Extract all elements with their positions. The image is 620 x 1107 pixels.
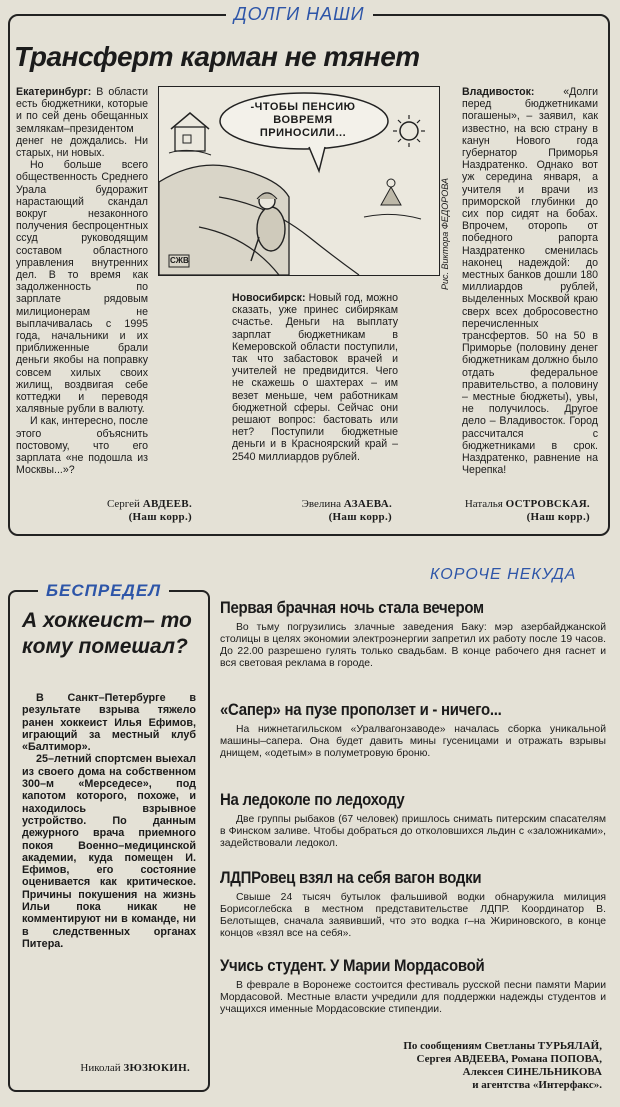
briefs-list bbox=[220, 598, 606, 1036]
brief-title-2: «Сапер» на пузе проползет и - ничего... bbox=[220, 700, 502, 719]
brief-title-3: На ледоколе по ледоходу bbox=[220, 790, 405, 809]
rubric-bespredel: БЕСПРЕДЕЛ bbox=[38, 580, 169, 602]
sign-azaeva-last: АЗАЕВА. bbox=[343, 498, 392, 510]
city-ekaterinburg: Екатеринбург: bbox=[16, 86, 92, 98]
sign-ostrovskaya-last: ОСТРОВСКАЯ. bbox=[505, 498, 590, 510]
sign-zyuzyukin-first: Николай bbox=[80, 1062, 121, 1074]
brief-text-1: Во тьму погрузились злачные заведения Баку: мэр азербайджанской столицы в целях экономии электроэнергии запретил их работу после 19 часов. До 22.00 разрешено гулять только свадьбам. В конце рабочего дня гаснет и вся световая реклама в городе. bbox=[220, 622, 606, 669]
brief-text-2: На нижнетагильском «Уралвагонзаводе» началась сборка уникальной машины–сапера. Она будет давить мины гусеницами и отражать взрывы днищем, «одетым» в полуметровую броню. bbox=[220, 724, 606, 759]
sign-ostrovskaya-note: (Наш корр.) bbox=[526, 511, 590, 523]
brief-item bbox=[220, 956, 606, 1036]
cartoon bbox=[158, 86, 440, 276]
sign-ostrovskaya-first: Наталья bbox=[464, 498, 503, 510]
left-headline: А хоккеист– то кому помешал? bbox=[22, 609, 192, 658]
sign-zyuzyukin-last: ЗЮЗЮКИН. bbox=[123, 1062, 190, 1074]
brief-item bbox=[220, 790, 606, 868]
sign-azaeva-first: Эвелина bbox=[301, 498, 342, 510]
column-vladivostok bbox=[462, 86, 598, 477]
briefs-sign-line-4: и агентства «Интерфакс». bbox=[472, 1079, 602, 1091]
brief-text-5: В феврале в Воронеже состоится фестиваль русской песни памяти Марии Мордасовой. Местные власти учредили для поддержки надежды студентов и учащихся именные Мордасовские стипендии. bbox=[220, 980, 606, 1015]
briefs-sign-line-1: По сообщениям Светланы ТУРЬЯЛАЙ, bbox=[403, 1040, 602, 1052]
brief-item bbox=[220, 598, 606, 700]
signature-azaeva bbox=[242, 498, 392, 524]
cartoon-signature: СЖВ bbox=[170, 256, 189, 265]
hockey-text bbox=[22, 692, 196, 950]
nsk-text: Новый год, можно сказать, уже принес сибирякам счастье. Деньги на выплату зарплат бюджетникам в Кемеровской области поступили, так что забастовок врачей и учителей не предвидится. Чего не скажешь о шахтерах – им везет меньше, чем работникам бюджетной сферы. Сейчас они решают вопрос: бастовать или нет? Поступили бюджетные деньги и в Красноярский край – 2540 миллиардов рублей. bbox=[232, 292, 398, 463]
rubric-dolgi: ДОЛГИ НАШИ bbox=[226, 3, 373, 25]
ekb-p1: В области есть бюджетники, которые и по сей день обещанных землякам–президентом денег не дождались. Ни старых, ни новых. bbox=[16, 86, 148, 160]
column-ekaterinburg bbox=[16, 86, 148, 477]
hockey-p1: В Санкт–Петербурге в результате взрыва тяжело ранен хоккеист Илья Ефимов, играющий за местный клуб «Балтимор». bbox=[22, 692, 196, 754]
sign-avdeev-last: АВДЕЕВ. bbox=[142, 498, 192, 510]
brief-title-5: Учись студент. У Марии Мордасовой bbox=[220, 956, 485, 975]
briefs-sign-line-3: Алексея СИНЕЛЬНИКОВА bbox=[462, 1066, 602, 1078]
rubric-koroche: КОРОЧЕ НЕКУДА bbox=[430, 564, 576, 586]
cartoon-speech: -ЧТОБЫ ПЕНСИЮ ВОВРЕМЯ ПРИНОСИЛИ... bbox=[250, 101, 356, 139]
ekb-p3: И как, интересно, после этого объяснить постовому, что его зарплата «не подошла из Москвы...»? bbox=[16, 415, 148, 477]
top-headline: Трансферт карман не тянет bbox=[14, 41, 420, 72]
hockey-p2: 25–летний спортсмен выехал из своего дома на собственном 300–м «Мерседесе», под капотом которого, похоже, и находилось взрывное устройство. По данным дежурного врача приемного покоя Военно–медицинской академии, куда помещен И. Ефимов, его состояние оценивается как критическое. Причины покушения на жизнь Ильи пока никак не комментируют ни в команде, ни в следственных органах Питера. bbox=[22, 753, 196, 950]
sign-avdeev-first: Сергей bbox=[106, 498, 140, 510]
signature-avdeev bbox=[40, 498, 192, 524]
sign-azaeva-note: (Наш корр.) bbox=[328, 511, 392, 523]
briefs-signature bbox=[340, 1040, 602, 1092]
briefs-sign-line-2: Сергея АВДЕЕВА, Романа ПОПОВА, bbox=[416, 1053, 602, 1065]
brief-title-1: Первая брачная ночь стала вечером bbox=[220, 598, 484, 617]
brief-title-4: ЛДПРовец взял на себя вагон водки bbox=[220, 868, 482, 887]
brief-item bbox=[220, 868, 606, 956]
brief-text-4: Свыше 24 тысяч бутылок фальшивой водки обнаружила милиция Борисоглебска в местном представительстве ЛДПР. Координатор В. Белотыщев, сначала заявивший, что это водка г–на Жириновского, в конце концов «взял все на себя». bbox=[220, 892, 606, 939]
ekb-p2: Но больше всего общественность Среднего Урала будоражит нарастающий скандал вокруг незаконного получения беспроцентных ссуд руководящим составом областного управления внутренних дел. В то время как задолженность по зарплате рядовым милиционерам не выплачивалась с 1995 года, начальники и их приближенные брали деньги якобы на поправку совсем хилых своих жилищ, воздвигая себе коттеджи и переводя халявные рубли в валюту. bbox=[16, 159, 148, 416]
photo-credit: Рис. Виктора ФЕДОРОВА bbox=[440, 178, 450, 290]
column-novosibirsk bbox=[232, 292, 398, 463]
city-vladivostok: Владивосток: bbox=[462, 86, 535, 98]
brief-item bbox=[220, 700, 606, 790]
brief-text-3: Две группы рыбаков (67 человек) пришлось снимать питерским спасателям в Финском заливе. Чтобы добраться до отколовшихся льдин с «заложниками», задействовали ледокол. bbox=[220, 814, 606, 849]
vld-p1: «Долги перед бюджетниками погашены», – заявил, как известно, на всю страну в канун Нового года губернатор Приморья Наздратенко. Однако вот уж середина января, а учителя и врачи из приморской глубинки до сих пор сидят на бобах. Впрочем, оторопь от победного рапорта Наздратенко сменилась наконец надеждой: до местных банков дошли 180 миллиардов рублей, выделенных Москвой краю сверх всех добросовестно перечисленных трансфертов. 50 на 50 в Приморье (половину денег бюджетникам должно было отдать федеральное правительство, а половину – местные бюджеты), увы, не получилось. Другое дело – Владивосток. Город рассчитался с бюджетниками в срок. Наздратенко, равнение на Черепка! bbox=[462, 86, 598, 477]
city-novosibirsk: Новосибирск: bbox=[232, 292, 306, 304]
signature-ostrovskaya bbox=[420, 498, 590, 524]
signature-zyuzyukin bbox=[30, 1062, 190, 1075]
sign-avdeev-note: (Наш корр.) bbox=[128, 511, 192, 523]
